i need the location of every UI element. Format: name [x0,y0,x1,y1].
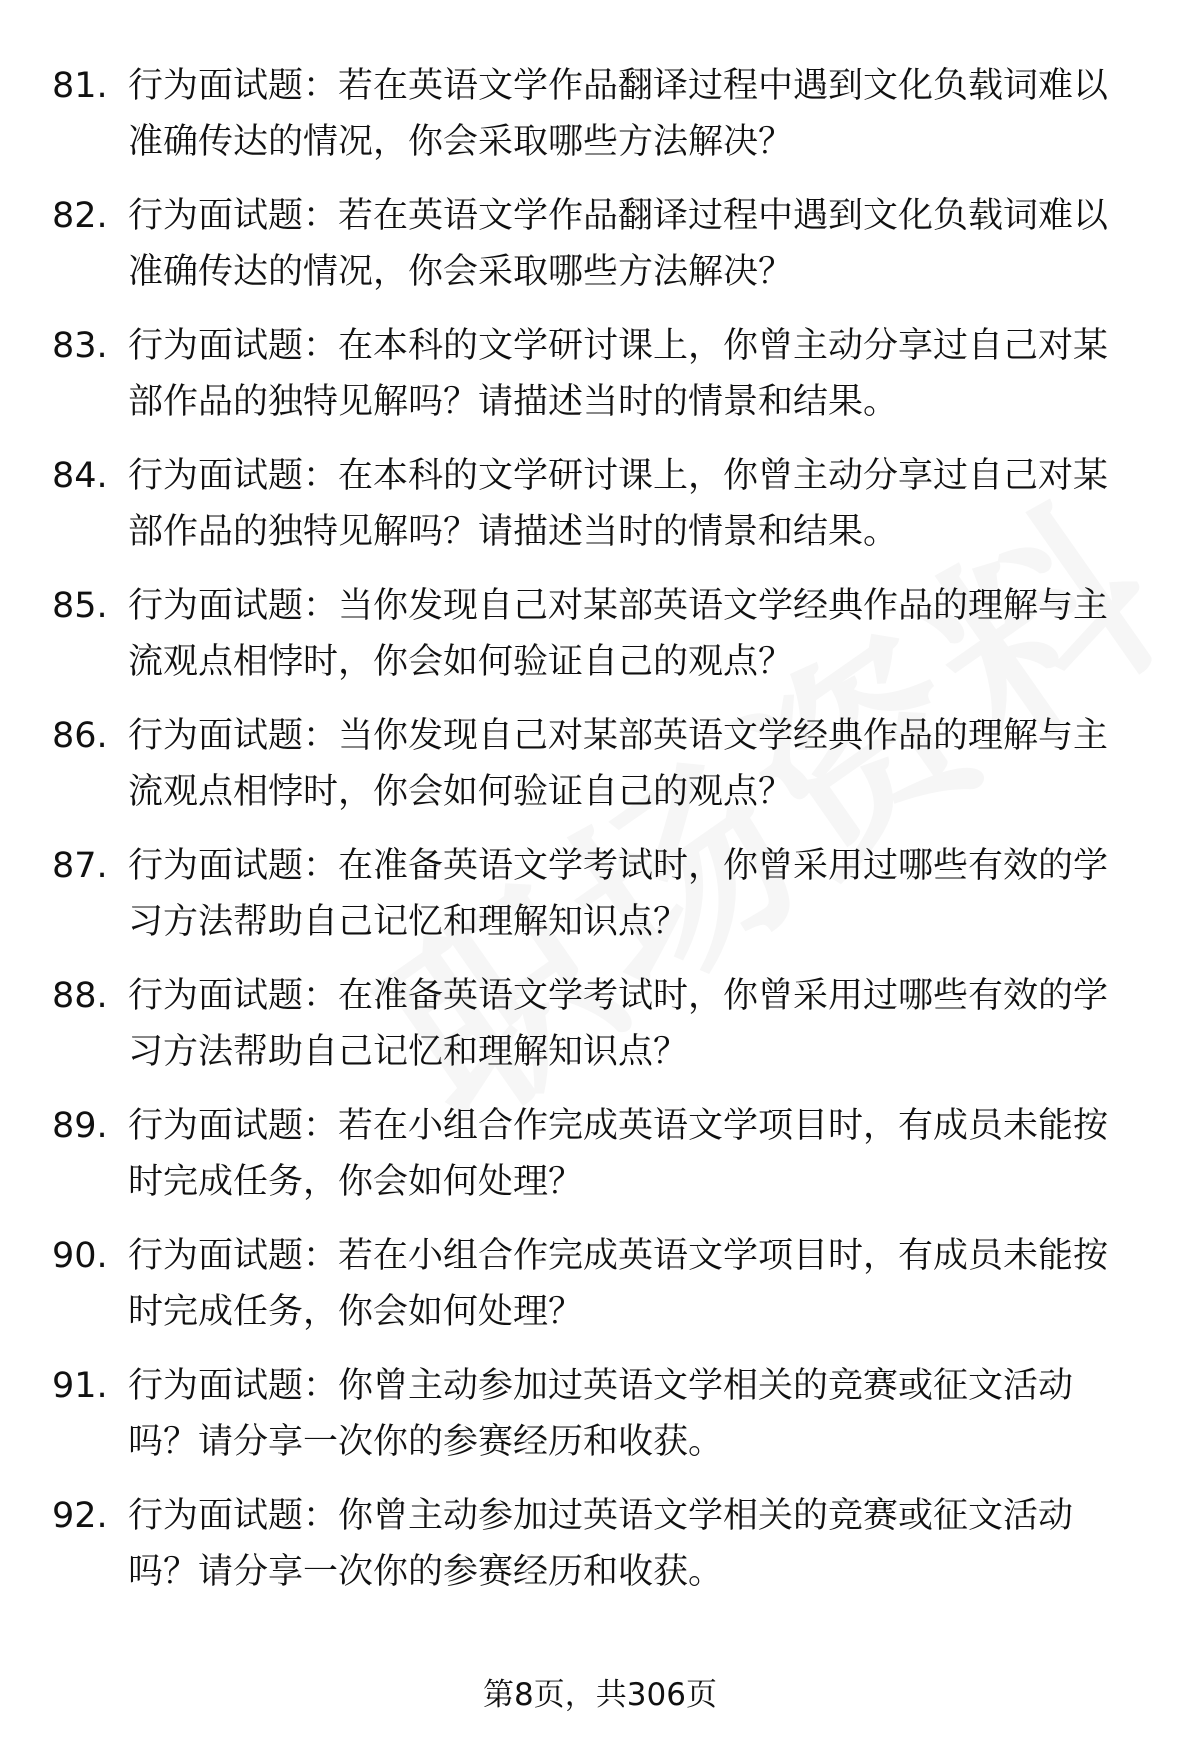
question-text-line-1: 行为面试题：在本科的文学研讨课上，你曾主动分享过自己对某 [128,456,1109,496]
question-text-line-1: 行为面试题：你曾主动参加过英语文学相关的竞赛或征文活动 [128,1366,1074,1406]
question-number: 86. [52,716,108,756]
question-text-line-2: 准确传达的情况，你会采取哪些方法解决？ [128,252,794,292]
list-item [52,1098,1152,1228]
question-text-line-1: 行为面试题：若在小组合作完成英语文学项目时，有成员未能按 [128,1106,1109,1146]
question-text-line-1: 行为面试题：在准备英语文学考试时，你曾采用过哪些有效的学 [128,976,1109,1016]
list-item [52,1488,1152,1618]
question-text-line-1: 行为面试题：当你发现自己对某部英语文学经典作品的理解与主 [128,586,1109,626]
list-item [52,318,1152,448]
question-text-line-2: 时完成任务，你会如何处理？ [128,1162,584,1202]
question-number: 91. [52,1366,108,1406]
question-text-line-2: 部作品的独特见解吗？请描述当时的情景和结果。 [128,512,899,552]
question-text-line-1: 行为面试题：在本科的文学研讨课上，你曾主动分享过自己对某 [128,326,1109,366]
list-item [52,58,1152,188]
question-text-line-1: 行为面试题：你曾主动参加过英语文学相关的竞赛或征文活动 [128,1496,1074,1536]
question-number: 90. [52,1236,108,1276]
question-text-line-2: 习方法帮助自己记忆和理解知识点？ [128,1032,689,1072]
list-item [52,448,1152,578]
question-number: 85. [52,586,108,626]
question-text-line-1: 行为面试题：若在英语文学作品翻译过程中遇到文化负载词难以 [128,66,1109,106]
question-text-line-2: 习方法帮助自己记忆和理解知识点？ [128,902,689,942]
question-number: 92. [52,1496,108,1536]
question-text-line-1: 行为面试题：若在英语文学作品翻译过程中遇到文化负载词难以 [128,196,1109,236]
question-text-line-1: 行为面试题：在准备英语文学考试时，你曾采用过哪些有效的学 [128,846,1109,886]
question-text-line-2: 吗？请分享一次你的参赛经历和收获。 [128,1552,724,1592]
question-text-line-2: 吗？请分享一次你的参赛经历和收获。 [128,1422,724,1462]
list-item [52,1228,1152,1358]
question-text-line-1: 行为面试题：当你发现自己对某部英语文学经典作品的理解与主 [128,716,1109,756]
question-text-line-2: 部作品的独特见解吗？请描述当时的情景和结果。 [128,382,899,422]
list-item [52,1358,1152,1488]
list-item [52,578,1152,708]
question-number: 83. [52,326,108,366]
list-item [52,838,1152,968]
question-text-line-1: 行为面试题：若在小组合作完成英语文学项目时，有成员未能按 [128,1236,1109,1276]
question-number: 89. [52,1106,108,1146]
list-item [52,188,1152,318]
question-text-line-2: 流观点相悖时，你会如何验证自己的观点？ [128,642,794,682]
question-number: 84. [52,456,108,496]
question-list [52,58,1152,1618]
question-number: 87. [52,846,108,886]
question-number: 82. [52,196,108,236]
question-text-line-2: 流观点相悖时，你会如何验证自己的观点？ [128,772,794,812]
question-text-line-2: 时完成任务，你会如何处理？ [128,1292,584,1332]
list-item [52,708,1152,838]
list-item [52,968,1152,1098]
question-number: 88. [52,976,108,1016]
question-text-line-2: 准确传达的情况，你会采取哪些方法解决？ [128,122,794,162]
question-number: 81. [52,66,108,106]
page-number-footer: 第8页，共306页 [483,1677,717,1713]
